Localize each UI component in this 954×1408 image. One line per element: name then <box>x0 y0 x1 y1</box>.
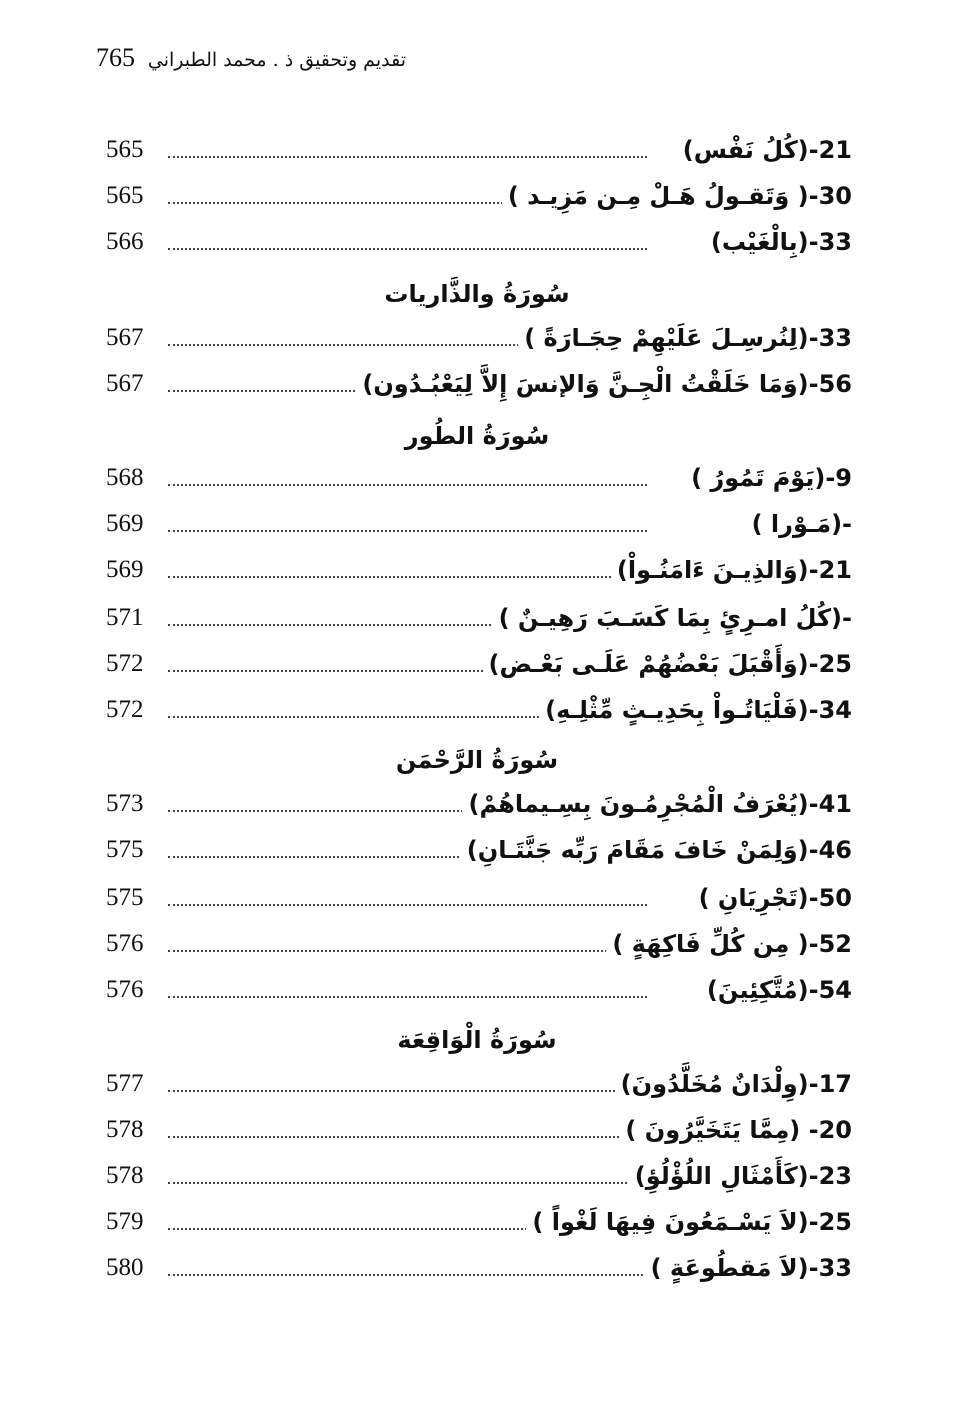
row-entry: 25-(لاَ يَسْـمَعُونَ فِيهَا لَغْواً ) <box>526 1204 852 1240</box>
row-page-number: 565 <box>106 136 144 163</box>
header-title: تقديم وتحقيق ذ . محمد الطبراني <box>147 49 406 71</box>
row-page-number: 580 <box>106 1254 144 1281</box>
index-row <box>106 314 852 360</box>
index-row <box>106 1244 852 1290</box>
row-page-number: 576 <box>106 930 144 957</box>
dot-leader <box>168 1182 647 1184</box>
dot-leader <box>168 156 647 158</box>
row-entry: 33-(لِنُرسِـلَ عَلَيْهِمْ حِجَـارَةً ) <box>518 320 852 356</box>
row-page-number: 575 <box>106 884 144 911</box>
section-title: سُورَةُ والذَّاريات <box>384 280 570 308</box>
row-page-number: 568 <box>106 464 144 491</box>
row-entry: 9-(يَوْمَ تَمُورُ ) <box>685 460 852 496</box>
dot-leader <box>168 530 647 532</box>
dot-leader <box>168 1090 647 1092</box>
row-page-number: 573 <box>106 790 144 817</box>
row-entry: 41-(يُعْرَفُ الْمُجْرِمُـونَ بِسِـيماهُمْ) <box>462 786 852 822</box>
row-page-number: 579 <box>106 1208 144 1235</box>
row-page-number: 578 <box>106 1116 144 1143</box>
row-entry: 30-( وَتَقـولُ هَـلْ مِـن مَزِيـد ) <box>502 178 852 214</box>
row-entry: -(مَـوْرا ) <box>746 506 852 542</box>
index-row <box>106 966 852 1012</box>
row-page-number: 567 <box>106 324 144 351</box>
row-entry: -(كُلُ امـرِئٍ بِمَا كَسَـبَ رَهِيـنٌ ) <box>493 600 852 636</box>
row-page-number: 566 <box>106 228 144 255</box>
index-row <box>106 920 852 966</box>
index-row <box>106 172 852 218</box>
index-row <box>106 218 852 264</box>
row-page-number: 577 <box>106 1070 144 1097</box>
index-row <box>106 1060 852 1106</box>
dot-leader <box>168 1136 647 1138</box>
index-row <box>106 546 852 592</box>
row-entry: 33-(لاَ مَقطُوعَةٍ ) <box>645 1250 852 1286</box>
index-row <box>106 360 852 406</box>
index-row <box>106 826 852 872</box>
row-entry: 21-(وَالذِيـنَ ءَامَنُـواْ) <box>611 552 852 588</box>
row-page-number: 571 <box>106 604 144 631</box>
section-title: سُورَةُ الرَّحْمَن <box>395 746 559 774</box>
index-row <box>106 640 852 686</box>
row-page-number: 576 <box>106 976 144 1003</box>
row-entry: 33-(بِالْغَيْب) <box>705 224 852 260</box>
row-page-number: 578 <box>106 1162 144 1189</box>
row-page-number: 567 <box>106 370 144 397</box>
row-entry: 25-(وَأَقْبَلَ بَعْضُهُمْ عَلَـى بَعْـض) <box>483 646 853 682</box>
index-row <box>106 1152 852 1198</box>
index-row <box>106 1106 852 1152</box>
row-page-number: 565 <box>106 182 144 209</box>
row-entry: 34-(فَلْيَاتُـواْ بِحَدِيـثٍ مِّثْلِـهِ) <box>539 692 852 728</box>
page-header <box>96 40 406 84</box>
row-entry: 52-( مِن كُلِّ فَاكِهَةٍ ) <box>606 926 852 962</box>
index-row <box>106 126 852 172</box>
row-page-number: 572 <box>106 650 144 677</box>
row-entry: 21-(كُلُ نَفْس) <box>677 132 852 168</box>
section-title: سُورَةُ الطُور <box>404 422 550 450</box>
index-row <box>106 454 852 500</box>
row-entry: 56-(وَمَا خَلَقْتُ الْجِـنَّ وَالإنسَ إِلاَّ لِيَعْبُـدُون) <box>356 366 852 402</box>
row-page-number: 569 <box>106 510 144 537</box>
row-entry: 17-(وِلْدَانٌ مُخَلَّدُونَ) <box>615 1066 852 1102</box>
row-entry: 54-(مُتَّكِئِينَ) <box>701 972 852 1008</box>
header-page-number: 765 <box>96 43 135 72</box>
index-row <box>106 500 852 546</box>
index-row <box>106 1198 852 1244</box>
index-row <box>106 686 852 732</box>
dot-leader <box>168 484 647 486</box>
dot-leader <box>168 248 647 250</box>
dot-leader <box>168 950 647 952</box>
index-row <box>106 594 852 640</box>
row-entry: 20- (مِمَّا يَتَخَيَّرُونَ ) <box>619 1112 852 1148</box>
section-title: سُورَةُ الْوَاقِعَة <box>397 1026 557 1054</box>
dot-leader <box>168 1274 647 1276</box>
index-row <box>106 874 852 920</box>
row-entry: 50-(تَجْرِيَانِ ) <box>693 880 852 916</box>
row-page-number: 569 <box>106 556 144 583</box>
row-page-number: 572 <box>106 696 144 723</box>
dot-leader <box>168 904 647 906</box>
row-entry: 23-(كَأَمْثَالِ اللُؤْلُؤِ) <box>629 1158 852 1194</box>
dot-leader <box>168 996 647 998</box>
row-page-number: 575 <box>106 836 144 863</box>
row-entry: 46-(وَلِمَنْ خَافَ مَقَامَ رَبِّه جَنَّتَـانِ) <box>461 832 852 868</box>
index-row <box>106 780 852 826</box>
dot-leader <box>168 576 647 578</box>
